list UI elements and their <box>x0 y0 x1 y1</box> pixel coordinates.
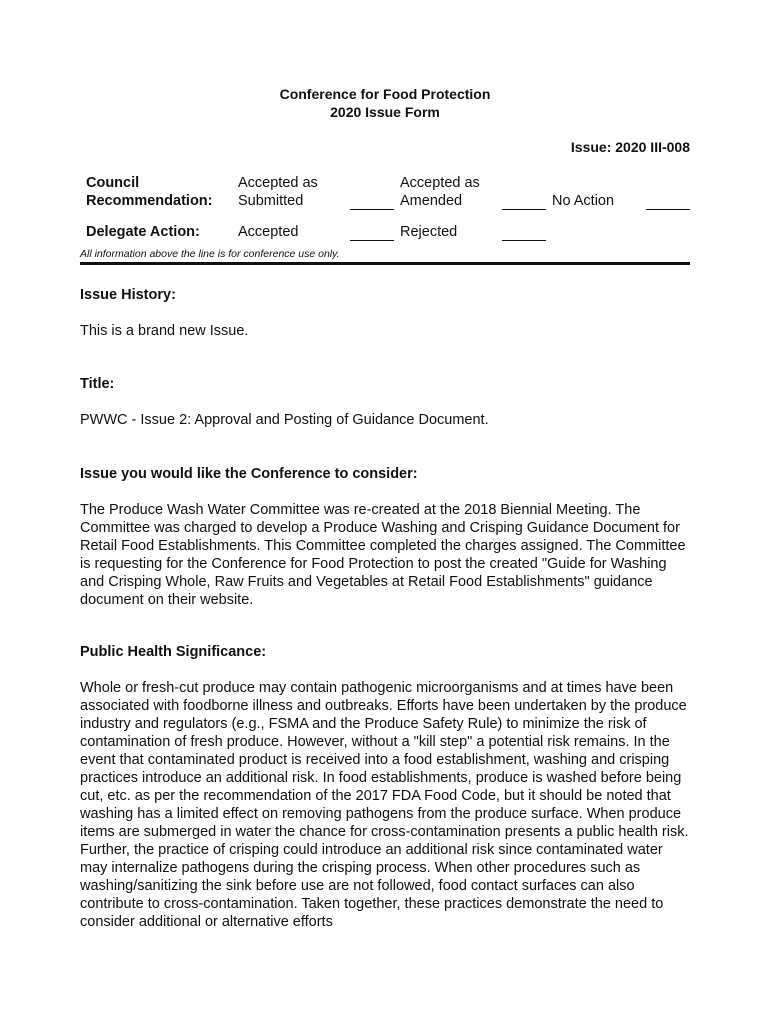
section-heading: Issue you would like the Conference to consider: <box>80 466 418 482</box>
council-option-accepted-as-amended: Accepted as Amended <box>400 175 480 209</box>
section-title <box>80 375 690 429</box>
section-body: PWWC - Issue 2: Approval and Posting of Guidance Document. <box>80 412 489 428</box>
section-issue-history <box>80 286 690 340</box>
section-body: Whole or fresh-cut produce may contain pathogenic microorganisms and at times have been associated with foodborne illness and outbreaks. Efforts have been undertaken by the produce industry and regulators (e.g., FSMA and the Produce Safety Rule) to minimize the risk of contamination of fresh produce. However, without a "kill step" a potential risk remains. In the event that contaminated product is received into a food establishment, washing and crisping practices introduce an additional risk. In food establishments, produce is washed before being cut, etc. as per the recommendation of the 2017 FDA Food Code, but it should be noted that washing has a limited effect on removing pathogens from the produce surface. When produce items are submerged in water the chance for cross-contamination presents a public health risk. Further, the practice of crisping could introduce an additional risk since contaminated water may internalize pathogens during the crisping process. When other procedures such as washing/sanitizing the sink before use are not followed, food contact surfaces can also contribute to cross-contamination. Taken together, these practices demonstrate the need to consider additional or alternative efforts <box>80 680 689 930</box>
delegate-option-accepted: Accepted <box>238 224 299 240</box>
section-heading: Public Health Significance: <box>80 644 267 660</box>
divider-line <box>80 262 690 265</box>
section-heading: Issue History: <box>80 287 176 303</box>
section-public-health-significance <box>80 643 690 931</box>
delegate-option-rejected: Rejected <box>400 224 458 240</box>
conference-title: Conference for Food Protection <box>279 86 491 102</box>
delegate-blank-rejected[interactable] <box>502 240 546 241</box>
section-issue-to-consider <box>80 465 690 609</box>
section-body: The Produce Wash Water Committee was re-created at the 2018 Biennial Meeting. The Committee was charged to develop a Produce Washing and Crisping Guidance Document for Retail Food Establishments. This Committee completed the charges assigned. The Committee is requesting for the Conference for Food Protection to post the created "Guide for Washing and Crisping Whole, Raw Fruits and Vegetables at Retail Food Establishments" guidance document on their website. <box>80 502 686 608</box>
council-recommendation-label: Council Recommendation: <box>86 175 213 209</box>
council-blank-amended[interactable] <box>502 209 546 210</box>
council-option-accepted-as-submitted: Accepted as Submitted <box>238 175 318 209</box>
delegate-action-label: Delegate Action: <box>86 224 200 240</box>
council-blank-no-action[interactable] <box>646 209 690 210</box>
section-body: This is a brand new Issue. <box>80 323 249 339</box>
section-heading: Title: <box>80 376 115 392</box>
council-blank-submitted[interactable] <box>350 209 394 210</box>
delegate-blank-accepted[interactable] <box>350 240 394 241</box>
issue-number: Issue: 2020 III-008 <box>570 139 690 155</box>
conference-use-note: All information above the line is for conference use only. <box>80 248 340 260</box>
form-subtitle: 2020 Issue Form <box>330 104 440 120</box>
form-header <box>0 85 770 121</box>
council-option-no-action: No Action <box>552 193 615 209</box>
